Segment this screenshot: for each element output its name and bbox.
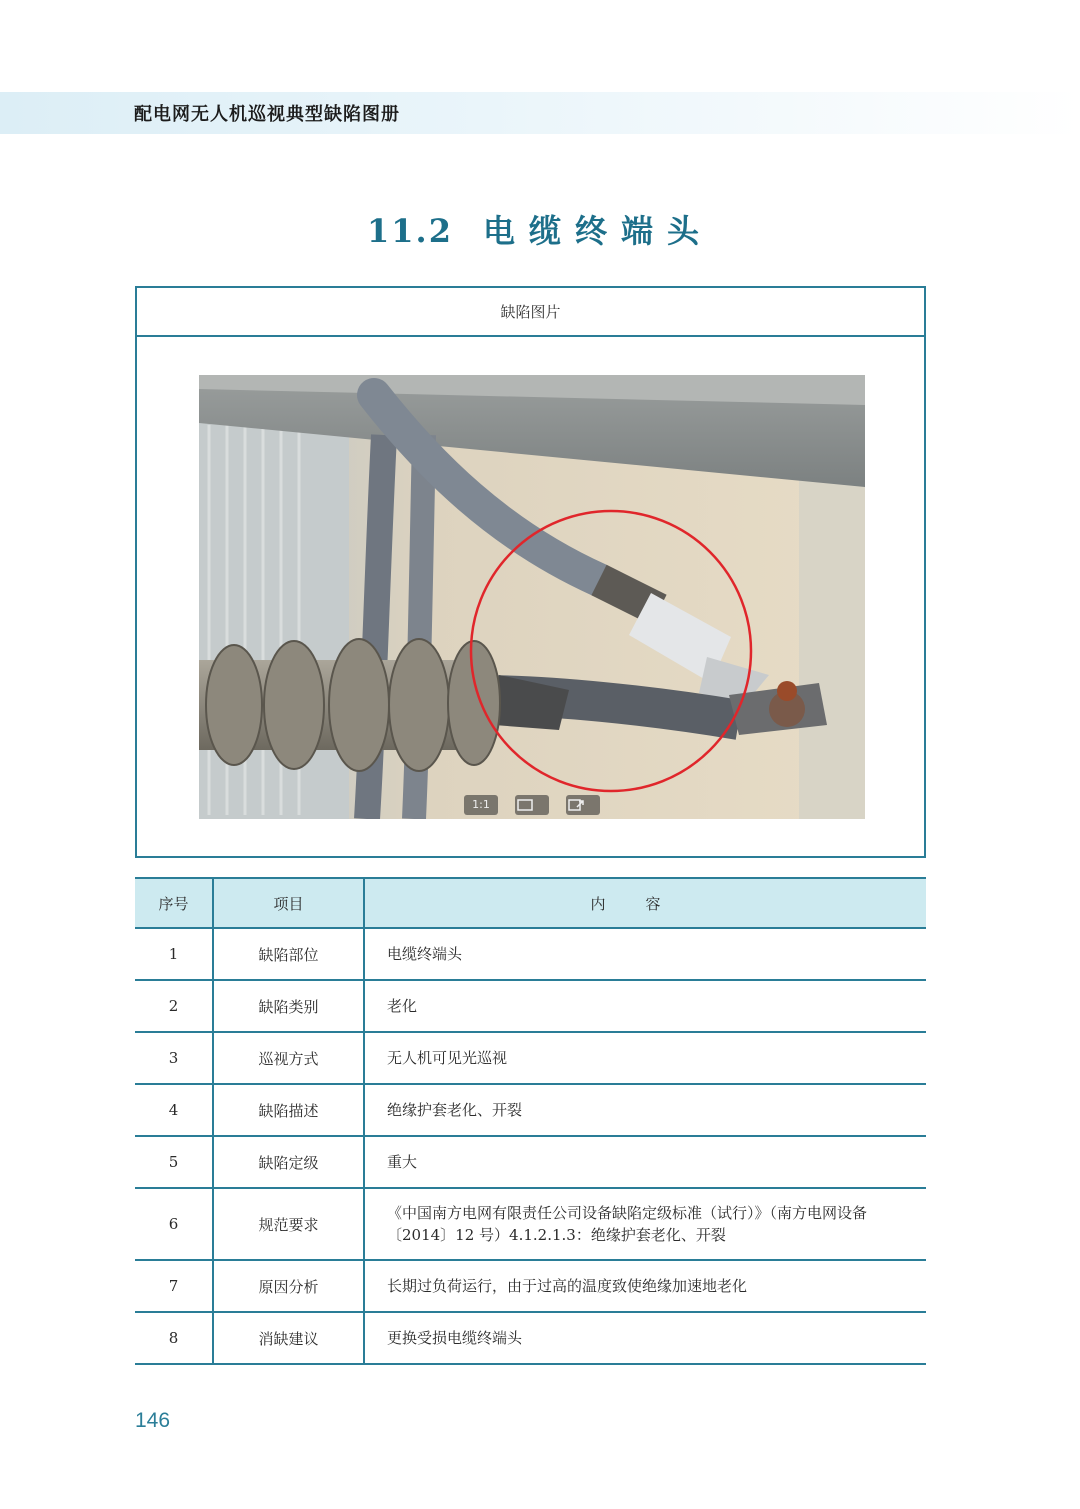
- row-content: 更换受损电缆终端头: [364, 1312, 926, 1364]
- header-content: 内容: [364, 878, 926, 928]
- row-no: 6: [135, 1188, 213, 1260]
- table-header-row: [135, 878, 926, 928]
- book-title: 配电网无人机巡视典型缺陷图册: [134, 104, 400, 125]
- row-no: 4: [135, 1084, 213, 1136]
- table-row: [135, 1084, 926, 1136]
- row-no: 8: [135, 1312, 213, 1364]
- row-item: 巡视方式: [213, 1032, 364, 1084]
- header-item: 项目: [213, 878, 364, 928]
- defect-photo-panel: [135, 286, 926, 858]
- row-item: 缺陷部位: [213, 928, 364, 980]
- row-content: 绝缘护套老化、开裂: [364, 1084, 926, 1136]
- row-item: 缺陷定级: [213, 1136, 364, 1188]
- row-content: 电缆终端头: [364, 928, 926, 980]
- cable-terminal-photo: [199, 375, 865, 819]
- table-row: [135, 980, 926, 1032]
- table-row: [135, 1260, 926, 1312]
- row-content: 长期过负荷运行，由于过高的温度致使绝缘加速地老化: [364, 1260, 926, 1312]
- table-row: [135, 1136, 926, 1188]
- defect-photo: [199, 375, 865, 819]
- row-no: 7: [135, 1260, 213, 1312]
- table-row: [135, 928, 926, 980]
- table-row: [135, 1312, 926, 1364]
- section-title: [0, 206, 1080, 252]
- row-item: 缺陷类别: [213, 980, 364, 1032]
- section-name: 电缆终端头: [482, 212, 713, 250]
- row-content: 《中国南方电网有限责任公司设备缺陷定级标准（试行）》（南方电网设备〔2014〕12 号）4.1.2.1.3：绝缘护套老化、开裂: [364, 1188, 926, 1260]
- row-no: 5: [135, 1136, 213, 1188]
- row-content: 无人机可见光巡视: [364, 1032, 926, 1084]
- row-no: 2: [135, 980, 213, 1032]
- row-content: 重大: [364, 1136, 926, 1188]
- row-no: 1: [135, 928, 213, 980]
- page-number: 146: [135, 1409, 171, 1432]
- section-number: 11.2: [367, 212, 453, 250]
- row-item: 规范要求: [213, 1188, 364, 1260]
- fit-screen-icon[interactable]: [515, 795, 549, 815]
- header-no: 序号: [135, 878, 213, 928]
- actual-size-button[interactable]: 1:1: [464, 795, 498, 815]
- open-external-icon[interactable]: [566, 795, 600, 815]
- table-row: [135, 1188, 926, 1260]
- row-item: 缺陷描述: [213, 1084, 364, 1136]
- row-content: 老化: [364, 980, 926, 1032]
- row-no: 3: [135, 1032, 213, 1084]
- table-row: [135, 1032, 926, 1084]
- photo-panel-heading: 缺陷图片: [137, 288, 924, 337]
- row-item: 消缺建议: [213, 1312, 364, 1364]
- defect-table: [135, 877, 926, 1365]
- row-item: 原因分析: [213, 1260, 364, 1312]
